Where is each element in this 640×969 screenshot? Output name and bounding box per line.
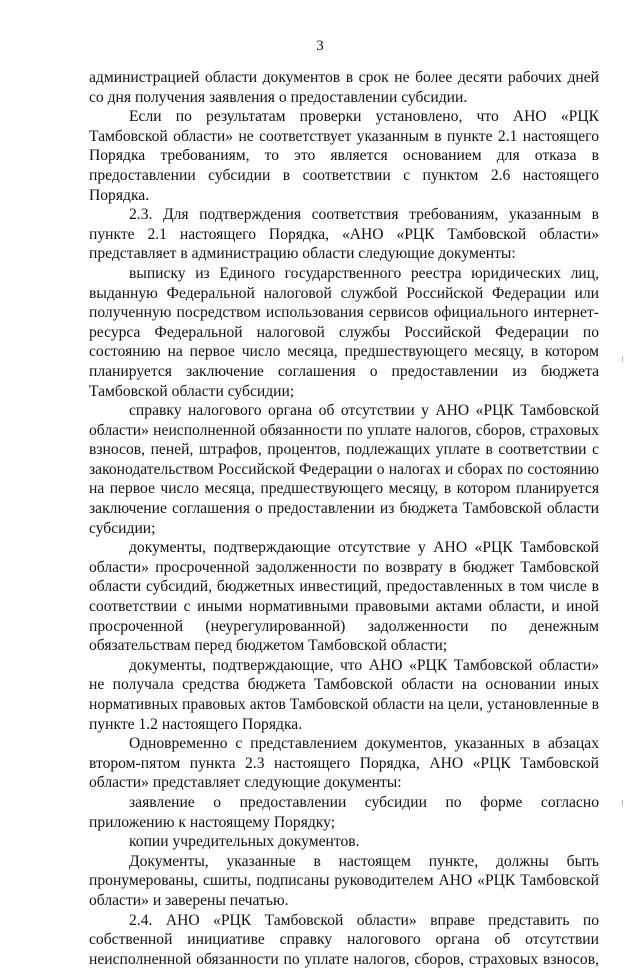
paragraph-charter-copies: копии учредительных документов. xyxy=(129,833,360,851)
paragraph-verification-result: Если по результатам проверки установлено, что АНО «РЦК Тамбовской области» не соответствует указанным в пункте 2.1 настоящего Порядка требованиям, то это является основанием для отказа в предоставлении субсидии в соответствии с пунктом 2.6 настоящего Порядка. xyxy=(89,108,599,204)
paragraph-2-3: 2.3. Для подтверждения соответствия требованиям, указанным в пункте 2.1 настоящего Порядка, «АНО «РЦК Тамбовской области» представляет в администрацию области следующие документы: xyxy=(89,206,599,263)
paragraph-egrul-extract: выписку из Единого государственного реестра юридических лиц, выданную Федеральной налоговой службой Российской Федерации или полученную посредством использования сервисов официального интернет-ресурса Федеральной налоговой службы Российской Федерации по состоянию на первое число месяца, предшествующего месяцу, в котором планируется заключение соглашения о предоставлении из бюджета Тамбовской области субсидии; xyxy=(89,264,599,400)
paragraph-no-other-funds: документы, подтверждающие, что АНО «РЦК Тамбовской области» не получала средства бюджета Тамбовской области на основании иных нормативных правовых актов Тамбовской области на цели, установленные в пункте 1.2 настоящего Порядка. xyxy=(89,656,599,733)
scan-margin-mark xyxy=(622,356,623,362)
document-body xyxy=(89,68,599,969)
page-number: 3 xyxy=(316,38,324,54)
scan-margin-mark xyxy=(622,800,623,806)
paragraph-documents-requirements: Документы, указанные в настоящем пункте, должны быть пронумерованы, сшиты, подписаны руководителем АНО «РЦК Тамбовской области» и заверены печатью. xyxy=(89,852,599,909)
paragraph-continuation: администрацией области документов в срок не более десяти рабочих дней со дня получения заявления о предоставлении субсидии. xyxy=(89,69,599,106)
paragraph-2-4: 2.4. АНО «РЦК Тамбовской области» вправе представить по собственной инициативе справку налогового органа об отсутствии неисполненной обязанности по уплате налогов, сборов, страховых взносов, xyxy=(89,911,599,968)
paragraph-simultaneous-documents: Одновременно с представлением документов, указанных в абзацах втором-пятом пункта 2.3 настоящего Порядка, АНО «РЦК Тамбовской области» представляет следующие документы: xyxy=(89,735,599,792)
paragraph-tax-certificate: справку налогового органа об отсутствии у АНО «РЦК Тамбовской области» неисполненной обязанности по уплате налогов, сборов, страховых взносов, пеней, штрафов, процентов, подлежащих уплате в соответствии с законодательством Российской Федерации о налогах и сборах по состоянию на первое число месяца, предшествующего месяцу, в котором планируется заключение соглашения о предоставлении из бюджета Тамбовской области субсидии; xyxy=(89,402,599,537)
paragraph-application-form: заявление о предоставлении субсидии по форме согласно приложению к настоящему Порядку; xyxy=(89,793,599,831)
paragraph-no-overdue-debt: документы, подтверждающие отсутствие у АНО «РЦК Тамбовской области» просроченной задолженности по возврату в бюджет Тамбовской области субсидий, бюджетных инвестиций, предоставленных в том числе в соответствии с иными нормативными правовыми актами области, и иной просроченной (неурегулированной) задолженности по денежным обязательствам перед бюджетом Тамбовской области; xyxy=(89,539,599,655)
